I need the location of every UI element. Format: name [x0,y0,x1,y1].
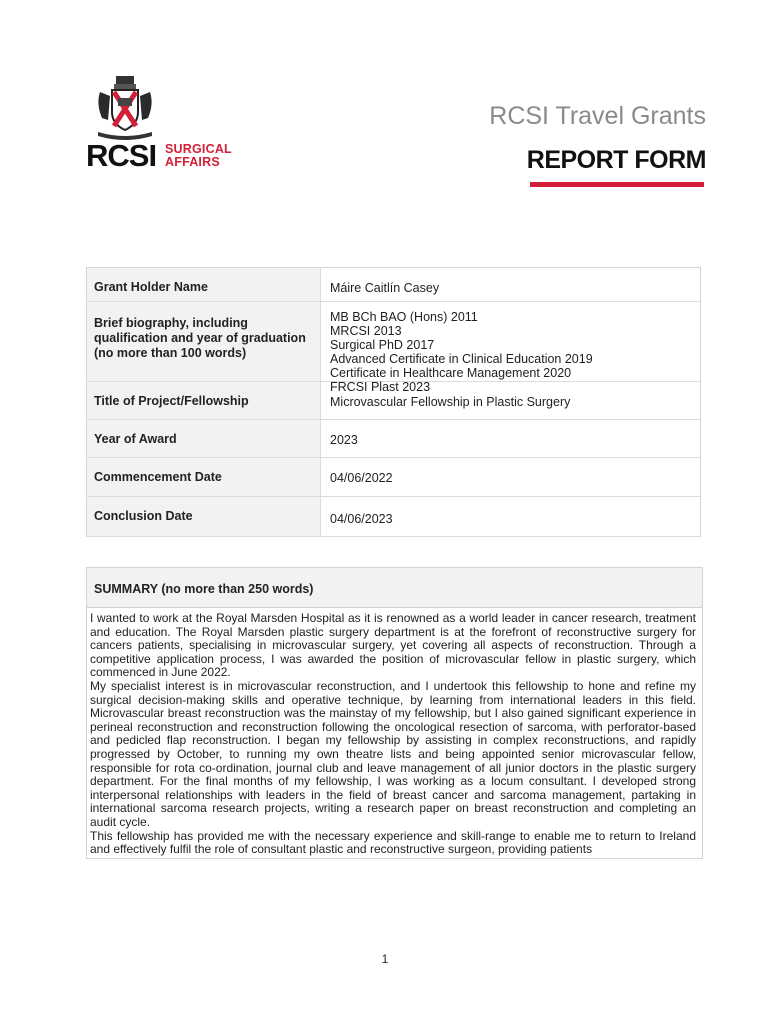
summary-heading: SUMMARY (no more than 250 words) [87,568,702,608]
summary-text-field[interactable] [87,608,702,858]
year-of-award-label: Year of Award [87,420,321,458]
table-row [87,420,701,458]
table-row [87,497,701,537]
biography-line: MRCSI 2013 [330,324,402,338]
logo-wordmark: RCSI [86,138,157,173]
commencement-date-label: Commencement Date [87,458,321,497]
coat-of-arms-icon [94,74,156,140]
logo-subtitle [165,143,232,169]
grant-holder-value[interactable]: Máire Caitlín Casey [330,281,440,295]
biography-text [330,310,690,394]
conclusion-date-label: Conclusion Date [87,497,321,537]
document-subtitle: REPORT FORM [526,146,706,174]
summary-paragraph: This fellowship has provided me with the necessary experience and skill-range to enable me to return to Ireland and effectively fulfil the role of consultant plastic and reconstructive surgeon, providing patients [90,828,696,857]
biography-line: Certificate in Healthcare Management 2020 [330,366,572,380]
biography-line: MB BCh BAO (Hons) 2011 [330,310,478,324]
table-row [87,268,701,302]
logo-subtitle-line1: SURGICAL [165,142,232,156]
rcsi-logo [86,74,246,178]
table-row [87,302,701,382]
document-title: RCSI Travel Grants [489,102,706,130]
table-row [87,458,701,497]
biography-value[interactable] [321,302,701,394]
year-of-award-value[interactable]: 2023 [330,433,358,447]
grant-info-table [86,267,701,537]
project-title-label: Title of Project/Fellowship [87,382,321,420]
summary-paragraph: I wanted to work at the Royal Marsden Hospital as it is renowned as a world leader in cancer research, treatment and education. The Royal Marsden plastic surgery department is at the forefront of reconstructive surgery for cancers patients, specialising in microvascular surgery, yet covering all aspects of reconstruction. Through a competitive application process, I was awarded the position of microvascular fellow in plastic surgery, which commenced in June 2022. [90,611,696,680]
commencement-date-value[interactable]: 04/06/2022 [330,471,393,485]
biography-line: Surgical PhD 2017 [330,338,435,352]
biography-label: Brief biography, including qualification and year of graduation (no more than 100 words) [87,302,321,382]
title-underline [530,182,704,187]
project-title-value[interactable]: Microvascular Fellowship in Plastic Surgery [330,395,571,409]
conclusion-date-value[interactable]: 04/06/2023 [330,512,393,526]
logo-subtitle-line2: AFFAIRS [165,155,220,169]
grant-holder-label: Grant Holder Name [87,268,321,302]
biography-line: FRCSI Plast 2023 [330,380,431,394]
biography-line: Advanced Certificate in Clinical Education 2019 [330,352,593,366]
page-number: 1 [381,952,389,966]
summary-section [86,567,703,859]
summary-paragraph: My specialist interest is in microvascular reconstruction, and I undertook this fellowship to hone and refine my surgical decision-making skills and operative technique, by learning from international leaders in this field. Microvascular breast reconstruction was the mainstay of my fellowship, but I also gained significant experience in perineal reconstruction and reconstruction following the oncological resection of sarcoma, with perforator-based and pedicled flap reconstruction. I began my fellowship by assisting in complex reconstructions, and rapidly progressed by October, to running my own theatre lists and being appointed senior microvascular fellow, responsible for rota co-ordination, journal club and leave management of all junior doctors in the plastic surgery department. For the final months of my fellowship, I was working as a locum consultant. I developed strong interpersonal relationships with leaders in the field of breast cancer and sarcoma management, partaking in international sarcoma research projects, writing a research paper on breast reconstruction and completing an audit cycle. [90,678,696,829]
